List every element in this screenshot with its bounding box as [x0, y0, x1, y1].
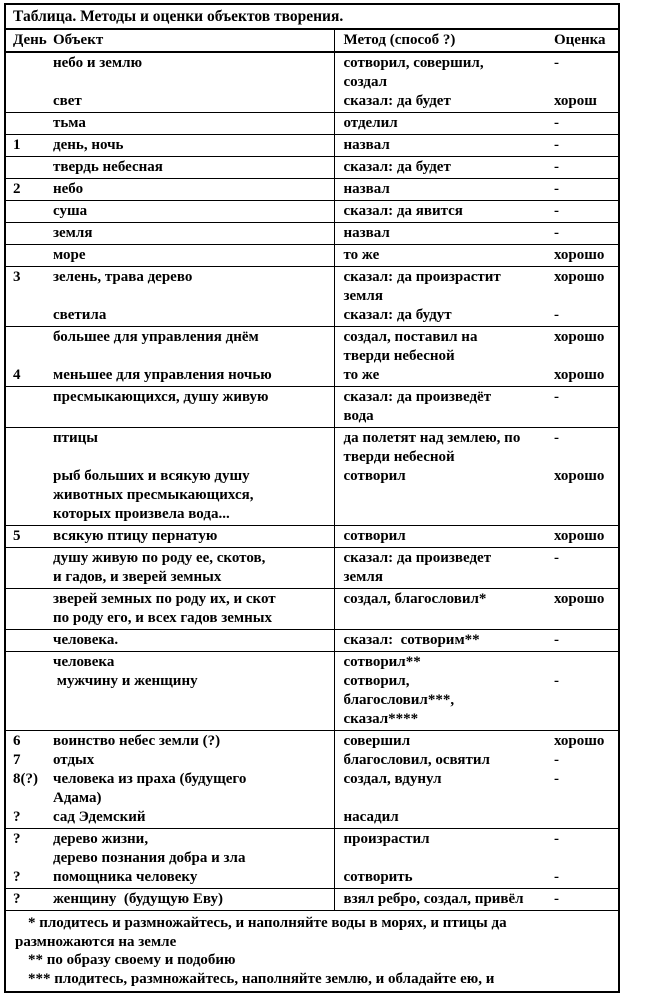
day-cell	[5, 731, 49, 829]
method-cell	[334, 387, 549, 428]
object-text: животных пресмыкающихся,	[53, 487, 254, 503]
table-row	[5, 113, 619, 135]
object-text	[49, 710, 334, 729]
eval-cell	[549, 157, 619, 179]
day-text	[6, 590, 49, 609]
method-text: сказал: сотворим**	[343, 632, 480, 648]
day-text	[6, 448, 49, 467]
eval-cell	[549, 201, 619, 223]
table-row	[5, 652, 619, 731]
title-row	[5, 4, 619, 29]
day-text	[6, 306, 49, 325]
object-cell	[49, 52, 334, 113]
day-text	[6, 388, 49, 407]
day-cell	[5, 113, 49, 135]
day-text	[6, 609, 49, 628]
day-text	[6, 710, 49, 729]
eval-text	[549, 849, 618, 868]
object-text: человека	[53, 654, 115, 670]
day-cell	[5, 630, 49, 652]
method-text: да полетят над землею, по	[343, 430, 521, 446]
eval-text: хорошо	[554, 591, 605, 607]
object-cell	[49, 526, 334, 548]
day-text	[6, 246, 49, 265]
method-cell	[334, 179, 549, 201]
method-text	[335, 789, 550, 808]
eval-text: -	[554, 137, 559, 153]
object-cell	[49, 113, 334, 135]
day-text: 8(?)	[13, 771, 38, 787]
day-text	[6, 224, 49, 243]
day-text	[6, 505, 49, 524]
eval-text: -	[554, 831, 559, 847]
object-text: светила	[53, 307, 107, 323]
footnotes-cell	[5, 911, 619, 993]
eval-cell	[549, 327, 619, 387]
eval-text: -	[554, 203, 559, 219]
eval-text: хорошо	[554, 269, 605, 285]
method-text: взял ребро, создал, привёл	[343, 891, 524, 907]
object-text	[49, 287, 334, 306]
eval-cell	[549, 589, 619, 630]
object-text: женщину (будущую Еву)	[53, 891, 223, 907]
day-text: 6	[13, 733, 21, 749]
day-text: 4	[13, 367, 21, 383]
day-cell	[5, 387, 49, 428]
object-text: пресмыкающихся, душу живую	[53, 389, 269, 405]
method-cell	[334, 589, 549, 630]
object-cell	[49, 548, 334, 589]
eval-text: -	[554, 430, 559, 446]
method-text: произрастил	[343, 831, 430, 847]
eval-text	[549, 287, 618, 306]
table-row	[5, 387, 619, 428]
table-row	[5, 223, 619, 245]
footnotes-row	[5, 911, 619, 993]
method-text: то же	[343, 367, 380, 383]
day-text	[6, 287, 49, 306]
method-cell	[334, 526, 549, 548]
eval-text	[549, 448, 618, 467]
method-text	[335, 486, 550, 505]
day-text	[6, 407, 49, 426]
day-text	[6, 158, 49, 177]
method-cell	[334, 829, 549, 889]
method-text: сказал****	[343, 711, 419, 727]
day-text	[6, 92, 49, 111]
eval-text: -	[554, 55, 559, 71]
table-row	[5, 201, 619, 223]
eval-cell	[549, 245, 619, 267]
day-cell	[5, 179, 49, 201]
table-row	[5, 889, 619, 911]
method-cell	[334, 428, 549, 526]
day-text	[6, 549, 49, 568]
method-text: назвал	[343, 137, 390, 153]
method-cell	[334, 245, 549, 267]
method-text: насадил	[343, 809, 399, 825]
day-cell	[5, 52, 49, 113]
method-text: сотворил	[343, 528, 406, 544]
method-text: создал, вдунул	[343, 771, 442, 787]
column-header-object: Объект	[53, 32, 104, 48]
eval-text	[549, 407, 618, 426]
eval-cell	[549, 630, 619, 652]
method-text: сказал: да будут	[343, 307, 452, 323]
object-text: суша	[53, 203, 88, 219]
table-row	[5, 245, 619, 267]
method-text: сотворил**	[343, 654, 421, 670]
day-cell	[5, 245, 49, 267]
method-text: отделил	[343, 115, 398, 131]
day-cell	[5, 829, 49, 889]
day-text	[6, 429, 49, 448]
table-row	[5, 157, 619, 179]
eval-cell	[549, 179, 619, 201]
eval-text: -	[554, 307, 559, 323]
object-text: твердь небесная	[53, 159, 163, 175]
method-text: назвал	[343, 225, 390, 241]
column-header-method: Метод (способ ?)	[343, 32, 456, 48]
eval-text: хорошо	[554, 468, 605, 484]
eval-text	[549, 710, 618, 729]
object-text: по роду его, и всех гадов земных	[53, 610, 272, 626]
column-header-day: День	[13, 32, 47, 48]
object-text: море	[53, 247, 86, 263]
table-row	[5, 829, 619, 889]
eval-text: -	[554, 550, 559, 566]
method-text: создал, благословил*	[343, 591, 487, 607]
eval-text: -	[554, 115, 559, 131]
object-text	[49, 73, 334, 92]
object-cell	[49, 327, 334, 387]
day-text: 5	[13, 528, 21, 544]
day-text	[6, 849, 49, 868]
table-row	[5, 267, 619, 327]
eval-text: -	[554, 673, 559, 689]
object-cell	[49, 387, 334, 428]
eval-text	[549, 73, 618, 92]
object-text	[49, 691, 334, 710]
method-text: создал	[343, 74, 388, 90]
creation-methods-table	[4, 3, 620, 993]
object-text: воинство небес земли (?)	[53, 733, 221, 749]
object-cell	[49, 428, 334, 526]
eval-text	[549, 505, 618, 524]
method-cell	[334, 327, 549, 387]
eval-text	[549, 486, 618, 505]
object-text: рыб больших и всякую душу	[53, 468, 250, 484]
day-text	[6, 73, 49, 92]
column-header-eval: Оценка	[554, 32, 606, 48]
method-text: благословил***,	[343, 692, 455, 708]
method-text: земля	[343, 569, 383, 585]
method-text: совершил	[343, 733, 411, 749]
day-text	[6, 114, 49, 133]
method-cell	[334, 548, 549, 589]
day-text: 3	[13, 269, 21, 285]
object-text: небо	[53, 181, 84, 197]
object-text	[49, 407, 334, 426]
object-cell	[49, 135, 334, 157]
day-text	[6, 54, 49, 73]
method-text: тверди небесной	[343, 449, 455, 465]
day-text: ?	[13, 809, 21, 825]
footnote-text: *** плодитесь, размножайтесь, наполняйте землю, и обладайте ею, и	[28, 970, 495, 987]
eval-cell	[549, 223, 619, 245]
day-cell	[5, 652, 49, 731]
object-text: меньшее для управления ночью	[53, 367, 272, 383]
eval-cell	[549, 652, 619, 731]
day-cell	[5, 267, 49, 327]
method-text: сотворил,	[343, 673, 410, 689]
object-text: всякую птицу пернатую	[53, 528, 218, 544]
object-cell	[49, 157, 334, 179]
eval-text: -	[554, 752, 559, 768]
method-cell	[334, 223, 549, 245]
object-text: дерево жизни,	[53, 831, 149, 847]
day-cell	[5, 157, 49, 179]
day-cell	[5, 526, 49, 548]
day-text: 1	[13, 137, 21, 153]
method-cell	[334, 157, 549, 179]
object-text: которых произвела вода...	[53, 506, 230, 522]
column-header-day-cell	[5, 29, 49, 52]
footnote-text: ** по образу своему и подобию	[28, 952, 236, 968]
method-cell	[334, 201, 549, 223]
method-cell	[334, 731, 549, 829]
object-cell	[49, 223, 334, 245]
table-row	[5, 548, 619, 589]
method-cell	[334, 652, 549, 731]
method-cell	[334, 113, 549, 135]
table-row	[5, 526, 619, 548]
method-text	[335, 505, 550, 524]
method-text: назвал	[343, 181, 390, 197]
eval-text: хорошо	[554, 247, 605, 263]
eval-cell	[549, 267, 619, 327]
eval-text: хорошо	[554, 528, 605, 544]
eval-text: хорошо	[554, 367, 605, 383]
table-row	[5, 179, 619, 201]
object-text: птицы	[53, 430, 99, 446]
eval-text	[549, 609, 618, 628]
method-text: создал, поставил на	[343, 329, 478, 345]
title-cell	[5, 4, 619, 29]
day-cell	[5, 201, 49, 223]
day-cell	[5, 223, 49, 245]
object-cell	[49, 267, 334, 327]
eval-cell	[549, 135, 619, 157]
eval-cell	[549, 113, 619, 135]
eval-cell	[549, 829, 619, 889]
day-text	[6, 328, 49, 347]
object-text: зелень, трава дерево	[53, 269, 193, 285]
footnote-text: * плодитесь и размножайтесь, и наполняйте воды в морях, и птицы да	[28, 915, 507, 931]
eval-cell	[549, 731, 619, 829]
day-text: ?	[13, 831, 21, 847]
method-cell	[334, 889, 549, 911]
eval-text: хорошо	[554, 733, 605, 749]
day-text	[6, 672, 49, 691]
eval-text: -	[554, 771, 559, 787]
object-text: большее для управления днём	[53, 329, 259, 345]
object-text: небо и землю	[53, 55, 143, 71]
eval-cell	[549, 526, 619, 548]
object-text: свет	[53, 93, 82, 109]
table-row	[5, 135, 619, 157]
object-text: Адама)	[53, 790, 102, 806]
day-text	[6, 653, 49, 672]
page	[0, 3, 671, 1005]
eval-text	[549, 789, 618, 808]
object-text: зверей земных по роду их, и скот	[53, 591, 276, 607]
day-text: ?	[13, 869, 21, 885]
object-text: душу живую по роду ее, скотов,	[53, 550, 266, 566]
table-row	[5, 589, 619, 630]
eval-cell	[549, 428, 619, 526]
eval-cell	[549, 548, 619, 589]
eval-text: -	[554, 159, 559, 175]
header-row	[5, 29, 619, 52]
method-text	[335, 609, 550, 628]
method-cell	[334, 267, 549, 327]
day-cell	[5, 428, 49, 526]
eval-text: -	[554, 869, 559, 885]
eval-text: хорош	[554, 93, 597, 109]
day-text	[6, 202, 49, 221]
day-text	[6, 467, 49, 486]
table-row	[5, 52, 619, 113]
day-text: ?	[13, 891, 21, 907]
method-cell	[334, 630, 549, 652]
object-cell	[49, 630, 334, 652]
eval-text	[549, 653, 618, 672]
method-text: сотворил, совершил,	[343, 55, 484, 71]
eval-text: -	[554, 632, 559, 648]
eval-text: -	[554, 225, 559, 241]
object-cell	[49, 201, 334, 223]
object-text: помощника человеку	[53, 869, 198, 885]
object-cell	[49, 652, 334, 731]
eval-cell	[549, 52, 619, 113]
day-text	[6, 631, 49, 650]
object-text: земля	[53, 225, 93, 241]
day-text	[6, 486, 49, 505]
table-row	[5, 731, 619, 829]
eval-text: -	[554, 181, 559, 197]
day-cell	[5, 589, 49, 630]
object-cell	[49, 889, 334, 911]
object-cell	[49, 179, 334, 201]
day-text: 2	[13, 181, 21, 197]
object-text: человека.	[53, 632, 119, 648]
object-cell	[49, 731, 334, 829]
column-header-object-cell	[49, 29, 334, 52]
method-cell	[334, 135, 549, 157]
eval-text	[549, 691, 618, 710]
method-text: сказал: да будет	[343, 93, 451, 109]
object-text: отдых	[53, 752, 95, 768]
method-text: то же	[343, 247, 380, 263]
object-text: сад Эдемский	[53, 809, 146, 825]
object-cell	[49, 589, 334, 630]
object-text: и гадов, и зверей земных	[53, 569, 222, 585]
object-text: мужчину и женщину	[53, 673, 198, 689]
method-text: сказал: да произрастит	[343, 269, 501, 285]
eval-text: -	[554, 389, 559, 405]
method-text: сотворить	[343, 869, 413, 885]
day-cell	[5, 135, 49, 157]
day-text	[6, 347, 49, 366]
day-text	[6, 691, 49, 710]
eval-text: -	[554, 891, 559, 907]
method-text: вода	[343, 408, 374, 424]
method-text: тверди небесной	[343, 348, 455, 364]
eval-text	[549, 347, 618, 366]
day-cell	[5, 327, 49, 387]
eval-text: хорошо	[554, 329, 605, 345]
object-cell	[49, 829, 334, 889]
table-row	[5, 630, 619, 652]
method-cell	[334, 52, 549, 113]
method-text: благословил, освятил	[343, 752, 490, 768]
page-title: Таблица. Методы и оценки объектов творения.	[13, 8, 344, 25]
table-row	[5, 327, 619, 387]
object-text: тьма	[53, 115, 86, 131]
eval-text	[549, 808, 618, 827]
method-text	[335, 849, 550, 868]
column-header-method-cell	[334, 29, 549, 52]
method-text: сказал: да будет	[343, 159, 451, 175]
column-header-eval-cell	[549, 29, 619, 52]
method-text: сотворил	[343, 468, 406, 484]
method-text: сказал: да явится	[343, 203, 463, 219]
eval-cell	[549, 889, 619, 911]
object-text	[49, 448, 334, 467]
method-text: земля	[343, 288, 383, 304]
object-text	[49, 347, 334, 366]
object-cell	[49, 245, 334, 267]
day-text: 7	[13, 752, 21, 768]
footnote-text: размножаются на земле	[15, 933, 177, 950]
object-text: человека из праха (будущего	[53, 771, 247, 787]
table-row	[5, 428, 619, 526]
day-cell	[5, 889, 49, 911]
day-text	[6, 789, 49, 808]
object-text: день, ночь	[53, 137, 124, 153]
object-text: дерево познания добра и зла	[53, 850, 246, 866]
day-text	[6, 568, 49, 587]
method-text: сказал: да произведёт	[343, 389, 492, 405]
method-text: сказал: да произведет	[343, 550, 492, 566]
eval-cell	[549, 387, 619, 428]
eval-text	[549, 568, 618, 587]
day-cell	[5, 548, 49, 589]
